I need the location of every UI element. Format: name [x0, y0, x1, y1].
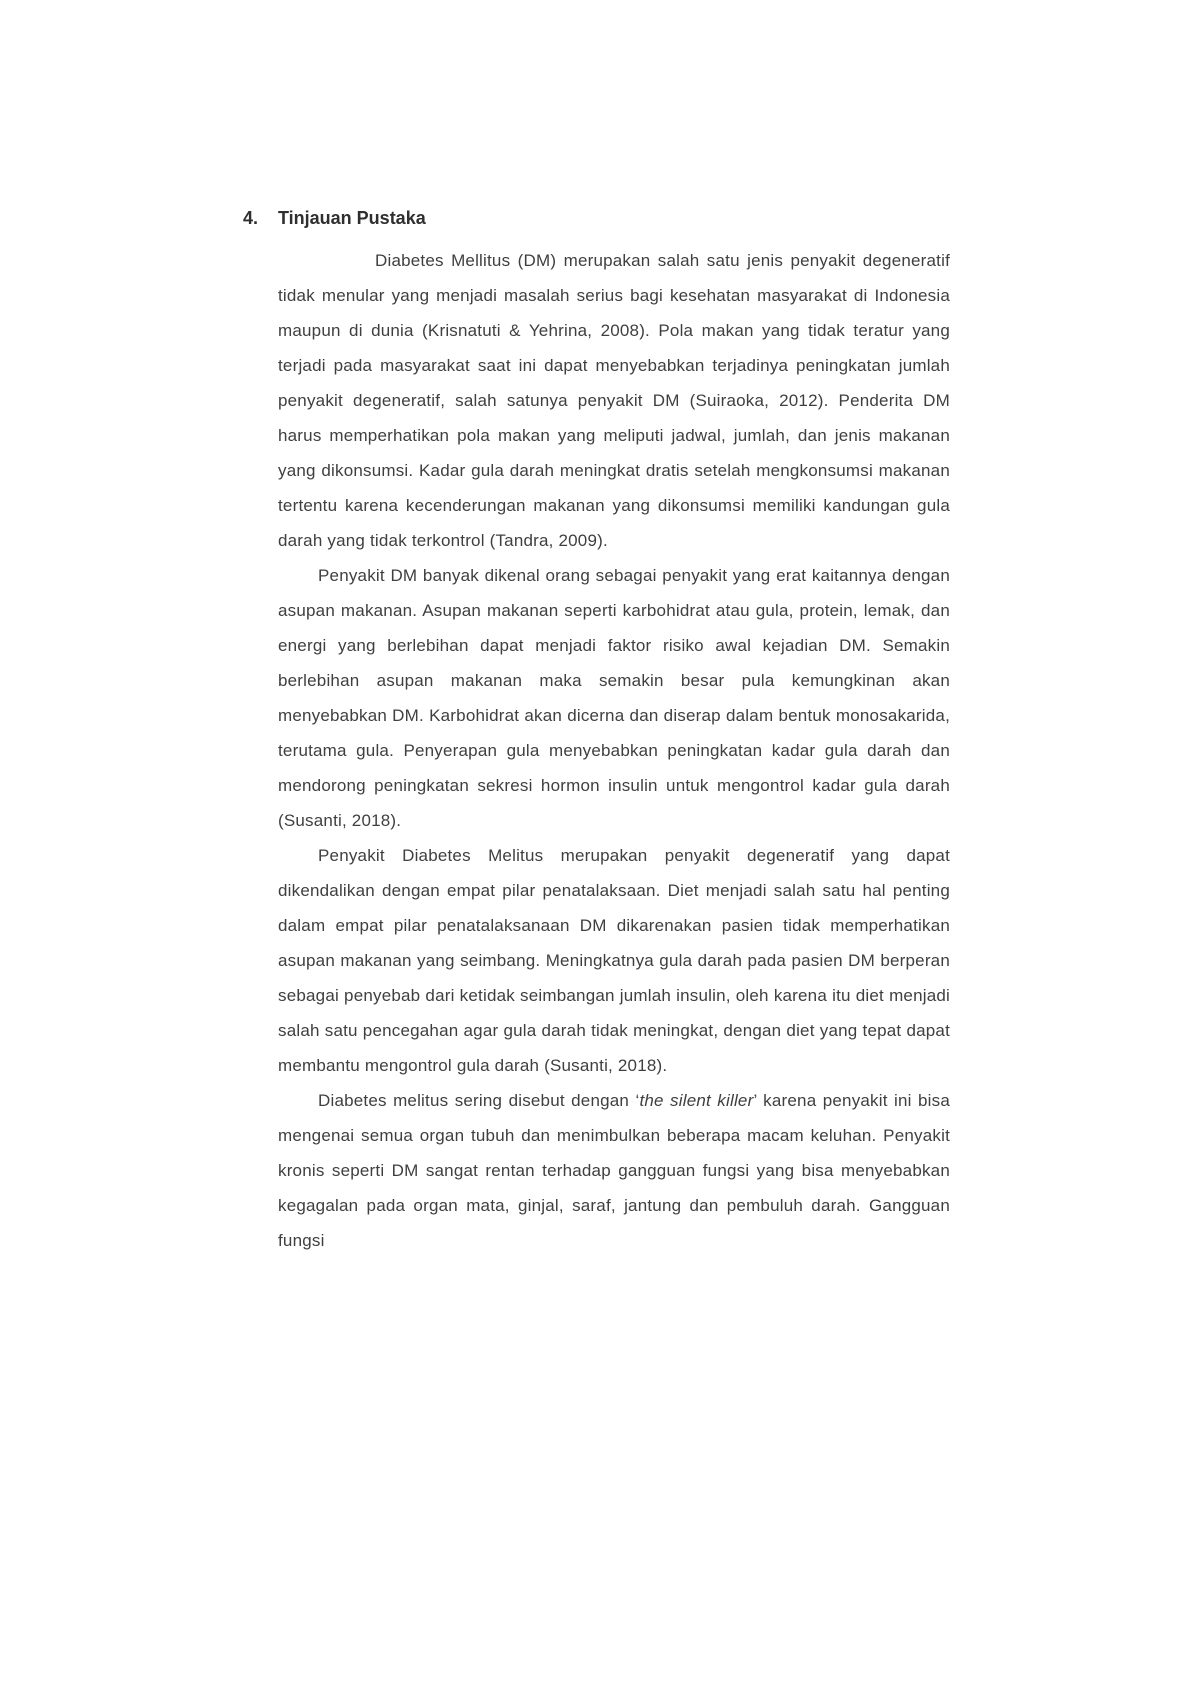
section-heading — [243, 203, 950, 233]
section-heading-number: 4. — [243, 208, 259, 228]
paragraph-2: Penyakit DM banyak dikenal orang sebagai penyakit yang erat kaitannya dengan asupan makanan. Asupan makanan seperti karbohidrat atau gula, protein, lemak, dan energi yang berlebihan dapat menjadi faktor risiko awal kejadian DM. Semakin berlebihan asupan makanan maka semakin besar pula kemungkinan akan menyebabkan DM. Karbohidrat akan dicerna dan diserap dalam bentuk monosakarida, terutama gula. Penyerapan gula menyebabkan peningkatan kadar gula darah dan mendorong peningkatan sekresi hormon insulin untuk mengontrol kadar gula darah (Susanti, 2018). — [278, 566, 950, 830]
paragraph-4 — [278, 1083, 950, 1258]
paragraph-4-italic-phrase: the silent killer — [639, 1091, 754, 1110]
section-heading-title: Tinjauan Pustaka — [278, 208, 426, 228]
document-content — [243, 203, 950, 1258]
paragraph-4-text-before: Diabetes melitus sering disebut dengan ‘ — [318, 1091, 640, 1110]
paragraph-1: Diabetes Mellitus (DM) merupakan salah satu jenis penyakit degeneratif tidak menular yang menjadi masalah serius bagi kesehatan masyarakat di Indonesia maupun di dunia (Krisnatuti & Yehrina, 2008). Pola makan yang tidak teratur yang terjadi pada masyarakat saat ini dapat menyebabkan terjadinya peningkatan jumlah penyakit degeneratif, salah satunya penyakit DM (Suiraoka, 2012). Penderita DM harus memperhatikan pola makan yang meliputi jadwal, jumlah, dan jenis makanan yang dikonsumsi. Kadar gula darah meningkat dratis setelah mengkonsumsi makanan tertentu karena kecenderungan makanan yang dikonsumsi memiliki kandungan gula darah yang tidak terkontrol (Tandra, 2009). — [278, 251, 950, 550]
paragraph-3: Penyakit Diabetes Melitus merupakan penyakit degeneratif yang dapat dikendalikan dengan empat pilar penatalaksaan. Diet menjadi salah satu hal penting dalam empat pilar penatalaksanaan DM dikarenakan pasien tidak memperhatikan asupan makanan yang seimbang. Meningkatnya gula darah pada pasien DM berperan sebagai penyebab dari ketidak seimbangan jumlah insulin, oleh karena itu diet menjadi salah satu pencegahan agar gula darah tidak meningkat, dengan diet yang tepat dapat membantu mengontrol gula darah (Susanti, 2018). — [278, 846, 950, 1075]
paragraph-4-text-after: ’ karena penyakit ini bisa mengenai semua organ tubuh dan menimbulkan beberapa macam keluhan. Penyakit kronis seperti DM sangat rentan terhadap gangguan fungsi yang bisa menyebabkan kegagalan pada organ mata, ginjal, saraf, jantung dan pembuluh darah. Gangguan fungsi — [278, 1091, 950, 1250]
